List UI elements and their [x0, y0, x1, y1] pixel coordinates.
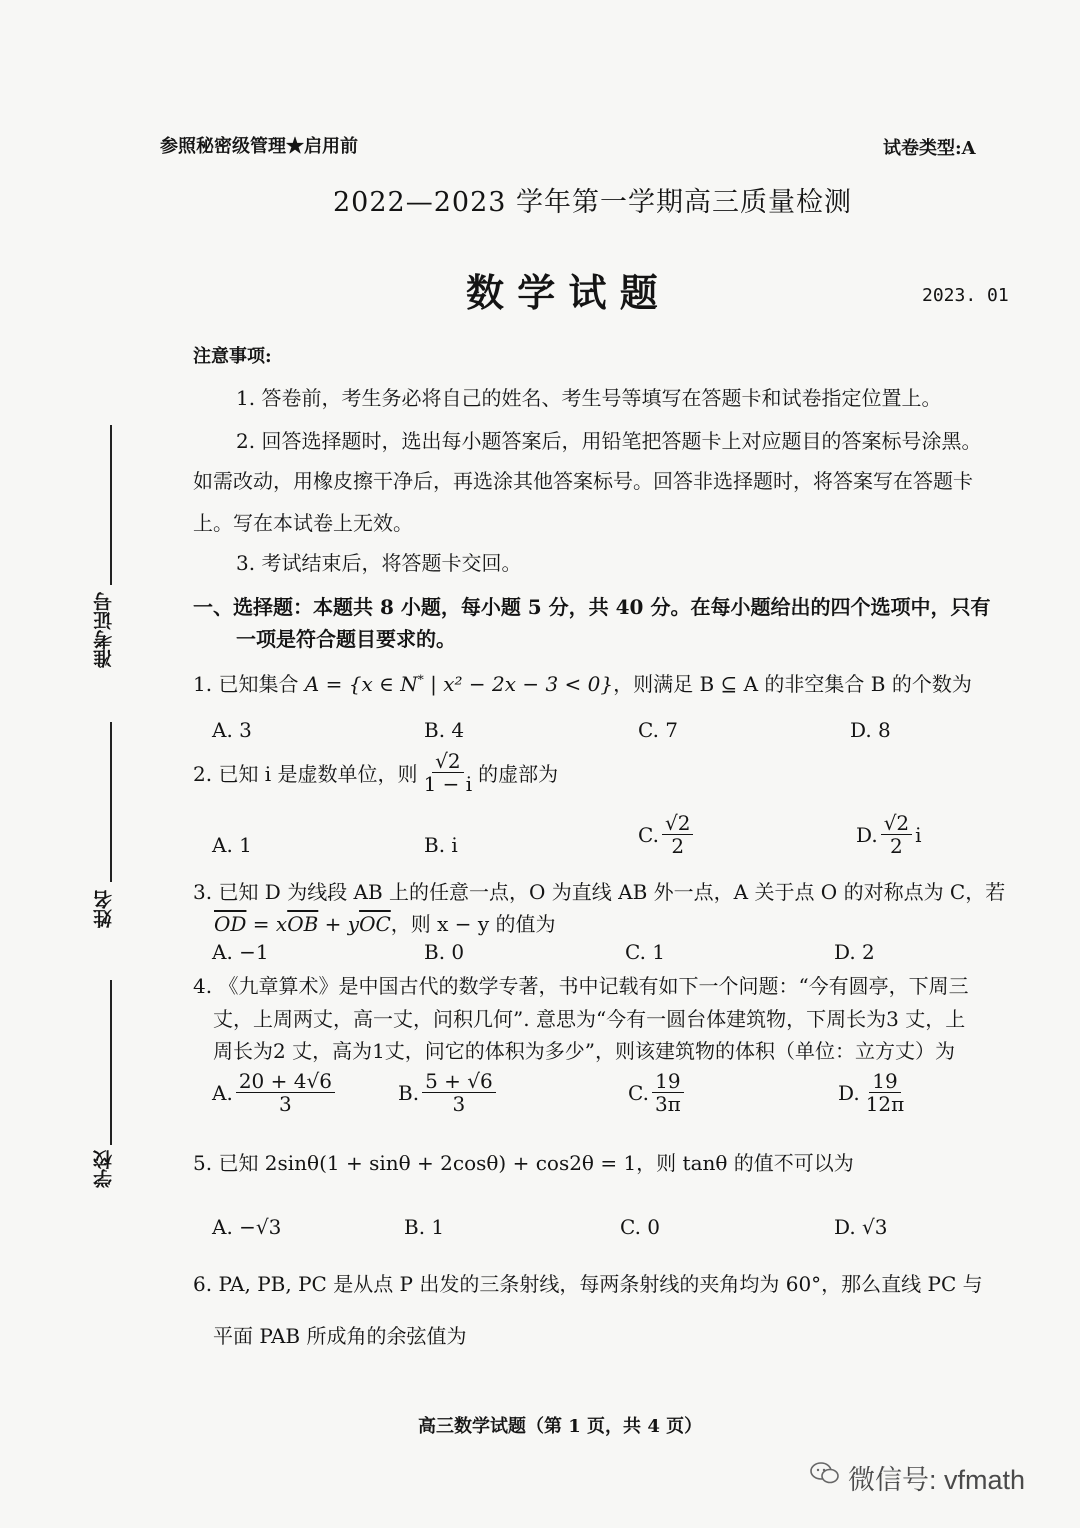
- q4-b-fraction: [422, 1070, 496, 1115]
- exam-title: 2022—2023 学年第一学期高三质量检测: [333, 187, 853, 218]
- note-2a: 2. 回答选择题时，选出每小题答案后，用铅笔把答题卡上对应题目的答案标号涂黑。: [236, 429, 982, 453]
- q3-option-d: D. 2: [834, 940, 875, 964]
- q5-option-d: D. √3: [834, 1215, 888, 1239]
- note-3: 3. 考试结束后，将答题卡交回。: [236, 551, 522, 575]
- q2-c-num: √2: [662, 812, 693, 835]
- q1-option-a: A. 3: [212, 718, 252, 742]
- question-2: [193, 750, 558, 795]
- q2-c-den: 2: [671, 834, 685, 858]
- q4-c-fraction: [652, 1070, 684, 1115]
- q3-v2: $\overline{OB}$: [287, 912, 319, 936]
- q3-post: ，则 x − y 的值为: [390, 912, 556, 936]
- q4-b-num: 5 + √6: [422, 1070, 496, 1093]
- q2-option-a: A. 1: [212, 833, 252, 857]
- q1-pre: 1. 已知集合: [193, 672, 305, 696]
- question-4-line1: 4. 《九章算术》是中国古代的数学专著，书中记载有如下一个问题：“今有圆亭，下周三: [193, 974, 969, 998]
- q4-option-d: [838, 1070, 910, 1115]
- note-2b: 如需改动，用橡皮擦干净后，再选涂其他答案标号。回答非选择题时，将答案写在答题卡: [193, 469, 973, 493]
- q2-fraction: [421, 750, 476, 795]
- page-footer: 高三数学试题（第 1 页，共 4 页）: [418, 1416, 703, 1437]
- secrecy-label: 参照秘密级管理★启用前: [160, 136, 358, 157]
- admission-label: 准考证号: [93, 592, 115, 668]
- question-6-line2: 平面 PAB 所成角的余弦值为: [213, 1324, 467, 1348]
- q2-num: √2: [432, 750, 463, 773]
- q2-post: 的虚部为: [478, 762, 559, 786]
- q4-c-den: 3π: [654, 1092, 681, 1116]
- section-heading-cont: 一项是符合题目要求的。: [236, 627, 456, 651]
- q2-d-tail: i: [915, 822, 922, 847]
- q3-option-c: C. 1: [625, 940, 666, 964]
- q4-c-num: 19: [652, 1070, 683, 1093]
- q2-d-label: D.: [856, 822, 878, 847]
- name-label: 姓名: [93, 890, 115, 928]
- wechat-icon: [810, 1462, 840, 1484]
- q3-v1: $\overline{OD}$: [214, 912, 247, 936]
- q2-den: 1 − i: [423, 772, 473, 796]
- q2-option-c: [638, 812, 696, 857]
- notes-heading: 注意事项:: [193, 346, 272, 367]
- q3-option-b: B. 0: [424, 940, 465, 964]
- q4-option-b: [398, 1070, 499, 1115]
- q4-d-num: 19: [869, 1070, 900, 1093]
- exam-date: 2023. 01: [922, 285, 1009, 306]
- q3-option-a: A. −1: [212, 940, 269, 964]
- q3-eq: = x: [246, 912, 288, 936]
- q4-a-den: 3: [279, 1092, 292, 1116]
- q1-option-d: D. 8: [850, 718, 891, 742]
- page-title: 数 学 试 题: [466, 270, 658, 315]
- school-line: [110, 980, 112, 1145]
- q4-b-den: 3: [452, 1092, 466, 1116]
- note-2c: 上。写在本试卷上无效。: [193, 511, 413, 535]
- q4-option-c: [628, 1070, 687, 1115]
- question-3: 3. 已知 D 为线段 AB 上的任意一点，O 为直线 AB 外一点，A 关于点 O 的对称点为 C，若: [193, 880, 1006, 904]
- wechat-watermark: 微信号: vfmath: [848, 1465, 1026, 1495]
- q4-c-label: C.: [628, 1080, 649, 1105]
- q4-d-den: 12π: [865, 1092, 905, 1116]
- q4-d-label: D.: [838, 1080, 860, 1105]
- q1-option-c: C. 7: [638, 718, 679, 742]
- paper-type: 试卷类型:A: [883, 138, 976, 159]
- question-5: 5. 已知 2sinθ(1 + sinθ + 2cosθ) + cos2θ = 1，则 tanθ 的值不可以为: [193, 1151, 854, 1175]
- q4-a-label: A.: [212, 1080, 233, 1105]
- question-1: [193, 668, 972, 697]
- q4-b-label: B.: [398, 1080, 420, 1105]
- q2-c-fraction: [662, 812, 693, 857]
- q5-option-b: B. 1: [404, 1215, 445, 1239]
- question-6-line1: 6. PA, PB, PC 是从点 P 出发的三条射线，每两条射线的夹角均为 60°，那么直线 PC 与: [193, 1272, 983, 1296]
- q2-option-b: B. i: [424, 833, 458, 857]
- question-4-line3: 周长为2 丈，高为1丈，问它的体积为多少”，则该建筑物的体积（单位：立方丈）为: [213, 1039, 956, 1063]
- q2-d-den: 2: [890, 834, 903, 858]
- q1-cond: | x² − 2x − 3 < 0}: [423, 672, 614, 696]
- q2-d-num: √2: [881, 812, 912, 835]
- note-1: 1. 答卷前，考生务必将自己的姓名、考生号等填写在答题卡和试卷指定位置上。: [236, 386, 942, 410]
- q4-option-a: [212, 1070, 338, 1115]
- q1-option-b: B. 4: [424, 718, 465, 742]
- q2-option-d: [856, 812, 922, 857]
- q2-d-fraction: [881, 812, 912, 857]
- q4-d-fraction: [863, 1070, 908, 1115]
- q2-pre: 2. 已知 i 是虚数单位，则: [193, 762, 418, 786]
- q5-option-c: C. 0: [620, 1215, 661, 1239]
- q1-post: ，则满足 B ⊆ A 的非空集合 B 的个数为: [613, 672, 972, 696]
- school-label: 学校: [93, 1150, 115, 1188]
- admission-line: [110, 425, 112, 585]
- q1-set: A = {x ∈ N: [304, 672, 418, 696]
- section-heading: 一、选择题：本题共 8 小题，每小题 5 分，共 40 分。在每小题给出的四个选项中，只有: [193, 595, 991, 619]
- q1-sup: *: [417, 672, 424, 687]
- q4-a-fraction: [236, 1070, 335, 1115]
- name-line: [110, 722, 112, 882]
- q5-option-a: A. −√3: [212, 1215, 282, 1239]
- q3-v3: $\overline{OC}$: [359, 912, 391, 936]
- question-4-line2: 丈，上周两丈，高一丈，问积几何”. 意思为“今有一圆台体建筑物，下周长为3 丈，上: [213, 1007, 966, 1031]
- q3-plus: + y: [318, 912, 360, 936]
- q4-a-num: 20 + 4√6: [236, 1070, 335, 1093]
- q3-vector-eq: [214, 908, 556, 937]
- q2-c-label: C.: [638, 822, 659, 847]
